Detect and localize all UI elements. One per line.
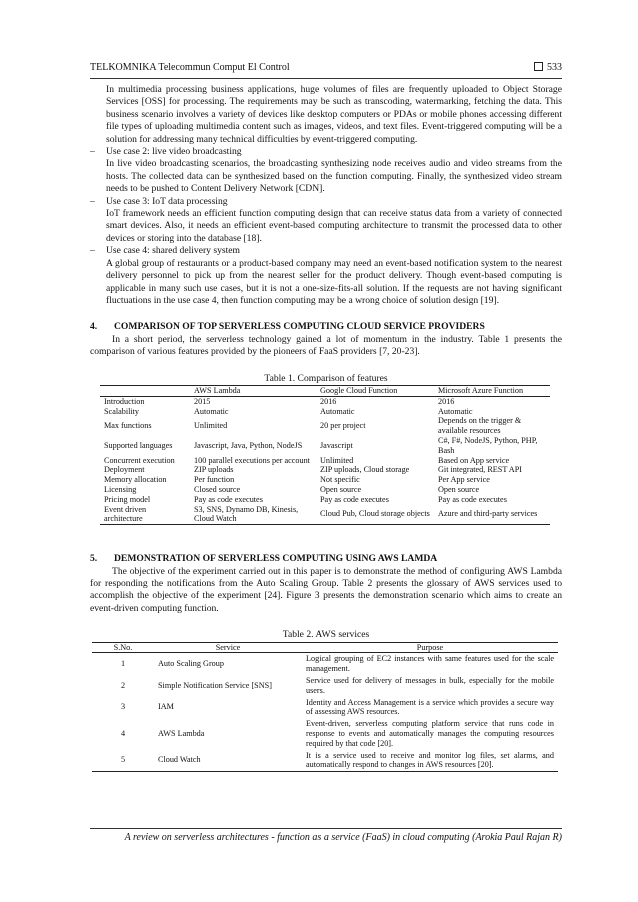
table-cell: C#, F#, NodeJS, Python, PHP, Bash: [438, 435, 538, 455]
use-case-item: [90, 196, 562, 246]
table-cell: Open source: [320, 484, 362, 494]
table-cell: Open source: [438, 484, 480, 494]
table-header: Purpose: [302, 642, 558, 653]
running-header: [90, 62, 562, 79]
use-case-title: Use case 4: shared delivery system: [106, 245, 241, 257]
table-cell: Closed source: [194, 484, 241, 494]
table-cell: Azure and third-party services: [434, 505, 550, 525]
table-cell: ZIP uploads: [194, 465, 234, 475]
square-icon: [534, 62, 543, 71]
table-row: [92, 718, 558, 749]
table-cell: Javascript: [320, 440, 353, 450]
page-number-block: [534, 62, 562, 73]
table-cell: 4: [120, 728, 126, 738]
section-5-heading: [90, 553, 562, 565]
table-cell: 2015: [194, 396, 211, 406]
table-cell: Git integrated, REST API: [438, 465, 522, 475]
table-cell: Event driven architecture: [100, 505, 190, 525]
table-row: [92, 675, 558, 697]
table-cell: Cloud Watch: [154, 750, 302, 772]
dash-bullet: –: [90, 245, 95, 257]
section-title: COMPARISON OF TOP SERVERLESS COMPUTING CLOUD SERVICE PROVIDERS: [114, 321, 485, 333]
table-cell: Pay as code executes: [320, 494, 389, 504]
table-cell: Memory allocation: [104, 475, 167, 485]
table-header-row: [100, 385, 550, 396]
table-row: [100, 456, 550, 466]
use-case-title: Use case 3: IoT data processing: [106, 195, 228, 207]
table-cell: 20 per project: [320, 421, 366, 431]
table-1-caption: Table 1. Comparison of features: [264, 372, 388, 384]
table-row: [100, 475, 550, 485]
table-cell: 100 parallel executions per account: [194, 455, 310, 465]
table-row: [100, 465, 550, 475]
table-cell: Deployment: [104, 465, 145, 475]
intro-continuation: In multimedia processing business applications, huge volumes of files are frequently uploaded to Object Storage Services [OSS] for processing. The requirements may be such as transcoding, watermarking, fetching the data. This business scenario involves a variety of devices like desktop computers or PDAs or mobile phones accessing different file types of uploading multimedia content such as images, videos, and text files. Event-triggered computing will be a solution for addressing many technical difficulties by event-triggered computing.: [106, 84, 562, 145]
table-row: [100, 436, 550, 456]
table-cell: 5: [92, 750, 154, 772]
table-cell: Pay as code executes: [194, 494, 263, 504]
table-cell: Cloud Pub, Cloud storage objects: [316, 505, 434, 525]
section-number: 4.: [90, 321, 98, 333]
table-cell: Simple Notification Service [SNS]: [158, 680, 272, 690]
table-row: [92, 697, 558, 719]
journal-name: TELKOMNIKA Telecommun Comput El Control: [90, 62, 290, 73]
use-case-text: IoT framework needs an efficient function computing design that can receive status data from a variety of connected smart devices. Also, it needs an efficient event-based computing architecture to transmit the processed data to other devices or storing into the database [18].: [106, 208, 562, 244]
table-header-row: [92, 642, 558, 653]
table-cell: ZIP uploads, Cloud storage: [320, 465, 410, 475]
table-cell: Automatic: [320, 406, 355, 416]
table-cell: Javascript, Java, Python, NodeJS: [194, 440, 303, 450]
table-cell: Pricing model: [104, 494, 151, 504]
aws-services-table: [92, 642, 558, 773]
table-cell: Scalability: [104, 406, 140, 416]
use-case-title: Use case 2: live video broadcasting: [106, 146, 242, 158]
table-cell: Depends on the trigger & available resources: [438, 416, 522, 436]
section-number: 5.: [90, 553, 98, 565]
table-cell: Max functions: [104, 421, 152, 431]
table-cell: IAM: [158, 702, 174, 712]
table-row: [100, 505, 550, 525]
table-cell: Introduction: [104, 396, 145, 406]
table-row: [100, 396, 550, 406]
use-case-item: [90, 146, 562, 196]
table-cell: Logical grouping of EC2 instances with same features used for the scale management.: [306, 654, 554, 674]
table-row: [92, 653, 558, 675]
table-header: AWS Lambda: [190, 385, 316, 396]
table-cell: Licensing: [104, 484, 137, 494]
table-cell: AWS Lambda: [158, 728, 205, 738]
section-4-heading: [90, 321, 562, 333]
table-header: [100, 385, 190, 396]
table-cell: Automatic: [438, 406, 473, 416]
use-case-item: [90, 245, 562, 307]
table-cell: Pay as code executes: [438, 494, 507, 504]
table-cell: Service used for delivery of messages in bulk, especially for the mobile users.: [306, 675, 554, 695]
table-header: Google Cloud Function: [316, 385, 434, 396]
table-cell: Identity and Access Management is a service which provides a secure way of assessing AWS resources.: [306, 697, 554, 717]
table-row: [92, 750, 558, 772]
section-5-paragraph: The objective of the experiment carried out in this paper is to demonstrate the method of configuring AWS Lambda for responding the notifications from the Auto Scaling Group. Table 2 presents the glossary of AWS services used to accomplish the objective of the experiment [24]. Figure 3 presents the demonstration scenario which aims to create an event-driven computing function.: [90, 565, 562, 614]
table-cell: Per function: [194, 475, 235, 485]
table-cell: Unlimited: [320, 455, 354, 465]
dash-bullet: –: [90, 146, 95, 158]
table-cell: Per App service: [438, 475, 490, 485]
table-cell: 2016: [438, 396, 455, 406]
table-header: S.No.: [92, 642, 154, 653]
table-cell: Supported languages: [104, 440, 173, 450]
table-cell: Event-driven, serverless computing platform service that runs code in response to events and automatically manages the computing resources required by that code [20].: [306, 719, 554, 748]
table-row: [100, 416, 550, 436]
table-cell: Auto Scaling Group: [158, 659, 224, 669]
table-2-caption: Table 2. AWS services: [282, 629, 370, 641]
table-cell: 3: [120, 702, 126, 712]
table-cell: Based on App service: [438, 455, 510, 465]
table-header: Service: [154, 642, 302, 653]
running-footer: A review on serverless architectures - function as a service (FaaS) in cloud computing (Arokia Paul Rajan R): [90, 828, 562, 843]
table-cell: Concurrent execution: [104, 455, 175, 465]
section-title: DEMONSTRATION OF SERVERLESS COMPUTING USING AWS LAMDA: [114, 553, 438, 565]
table-cell: 1: [120, 659, 126, 669]
use-case-text: A global group of restaurants or a product-based company may need an event-based notification system to the nearest delivery personnel to pick up from the nearest seller for the product delivery. Though event-based computing is applicable in many such use cases, but it is not a one-size-fits-all solution. If the requests are not having significant fluctuations in the use case 4, then function computing may be a wrong choice of solution design [19].: [106, 257, 562, 306]
page-number: 533: [547, 62, 562, 73]
section-4-paragraph: In a short period, the serverless technology gained a lot of momentum in the industry. Table 1 presents the comparison of various features provided by the pioneers of FaaS providers [7, 20-23].: [90, 333, 562, 358]
table-header: Microsoft Azure Function: [434, 385, 550, 396]
table-cell: Automatic: [194, 406, 229, 416]
table-cell: S3, SNS, Dynamo DB, Kinesis, Cloud Watch: [190, 505, 316, 525]
table-cell: 2016: [320, 396, 337, 406]
table-row: [100, 495, 550, 505]
table-cell: Unlimited: [194, 421, 228, 431]
use-case-text: In live video broadcasting scenarios, the broadcasting synthesizing node receives audio and video streams from the hosts. The collected data can be synthesized based on the function computing. Finally, the synthesized video stream needs to be pushed to Content Delivery Network [CDN].: [106, 158, 562, 195]
dash-bullet: –: [90, 195, 95, 207]
table-cell: It is a service used to receive and monitor log files, set alarms, and automatically respond to changes in AWS resources [20].: [302, 750, 558, 772]
comparison-table: [100, 385, 550, 525]
table-row: [100, 407, 550, 417]
page-body: [90, 84, 562, 772]
table-cell: 2: [120, 680, 126, 690]
table-cell: Not specific: [320, 475, 360, 485]
table-row: [100, 485, 550, 495]
